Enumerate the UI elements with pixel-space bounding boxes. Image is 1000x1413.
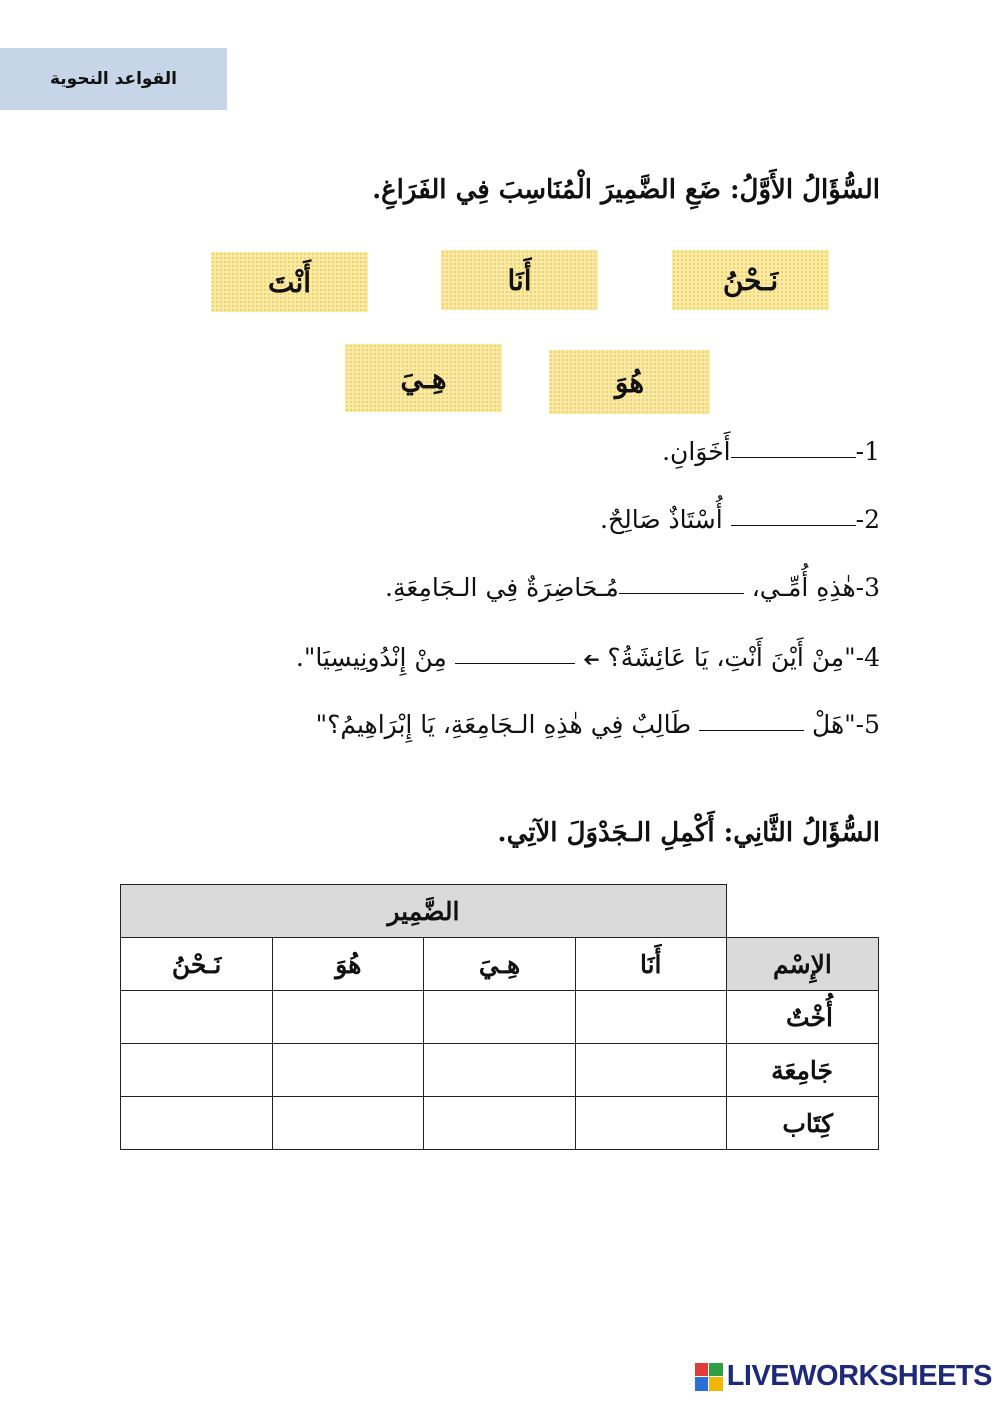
liveworksheets-brand [695,1360,992,1393]
exercise-item-5: 5-"هَلْ طَالِبٌ فِي هٰذِهِ الـجَامِعَةِ، يَا إِبْرَاهِيمُ؟" [315,710,880,739]
row-name-ukht: أُخْتٌ [726,991,878,1044]
topic-tab [0,48,227,110]
chip-ana[interactable]: أَنَا [441,250,598,310]
question1-heading: السُّؤَالُ الأَوَّلُ: ضَعِ الضَّمِيرَ الْمُنَاسِبَ فِي الفَرَاغِ. [372,175,880,205]
name-column-header: الإِسْم [726,938,878,991]
answer-cell[interactable] [424,1044,575,1097]
pronoun-header-hiya: هِـيَ [424,938,575,991]
answer-blank-5[interactable] [699,729,804,731]
chip-anta[interactable]: أَنْتَ [211,252,368,312]
pronoun-table [120,884,879,1150]
answer-cell[interactable] [273,991,424,1044]
question2-heading: السُّؤَالُ الثَّانِي: أَكْمِلِ الـجَدْوَلَ الآتِي. [497,818,880,848]
answer-cell[interactable] [575,1097,726,1150]
answer-cell[interactable] [575,1044,726,1097]
pronoun-header-huwa: هُوَ [273,938,424,991]
answer-blank-1[interactable] [731,456,856,458]
liveworksheets-logo-icon [695,1363,723,1391]
answer-cell[interactable] [424,1097,575,1150]
brand-text: LIVEWORKSHEETS [726,1360,992,1392]
answer-blank-4[interactable] [455,662,575,664]
answer-cell[interactable] [121,991,273,1044]
chip-huwa[interactable]: هُوَ [549,350,710,414]
answer-cell[interactable] [121,1097,273,1150]
chip-hiya[interactable]: هِـيَ [345,344,502,412]
chip-nahnu[interactable]: نَـحْنُ [672,250,829,310]
pronoun-group-header: الضَّمِير [121,885,727,938]
answer-cell[interactable] [424,991,575,1044]
arrow-icon: ➔ [582,647,600,671]
exercise-item-4: 4-"مِنْ أَيْنَ أَنْتِ، يَا عَائِشَةُ؟ ➔ مِنْ إِنْدُونِيسِيَا". [295,643,880,672]
table-corner [726,885,878,938]
pronoun-header-ana: أَنَا [575,938,726,991]
exercise-item-3: 3-هٰذِهِ أُمِّـي، مُـحَاضِرَةٌ فِي الـجَامِعَةِ. [385,573,880,602]
answer-cell[interactable] [273,1097,424,1150]
table-row [121,1097,879,1150]
answer-cell[interactable] [121,1044,273,1097]
exercise-item-2: 2- أُسْتَاذٌ صَالِحٌ. [600,505,880,534]
pronoun-header-nahnu: نَـحْنُ [121,938,273,991]
answer-cell[interactable] [575,991,726,1044]
answer-blank-2[interactable] [731,524,856,526]
topic-label: القواعد النحوية [49,69,178,89]
table-row [121,991,879,1044]
exercise-item-1: 1-أَخَوَانِ. [662,437,880,466]
answer-blank-3[interactable] [619,592,744,594]
table-row [121,1044,879,1097]
row-name-jamia: جَامِعَة [726,1044,878,1097]
row-name-kitab: كِتَاب [726,1097,878,1150]
answer-cell[interactable] [273,1044,424,1097]
